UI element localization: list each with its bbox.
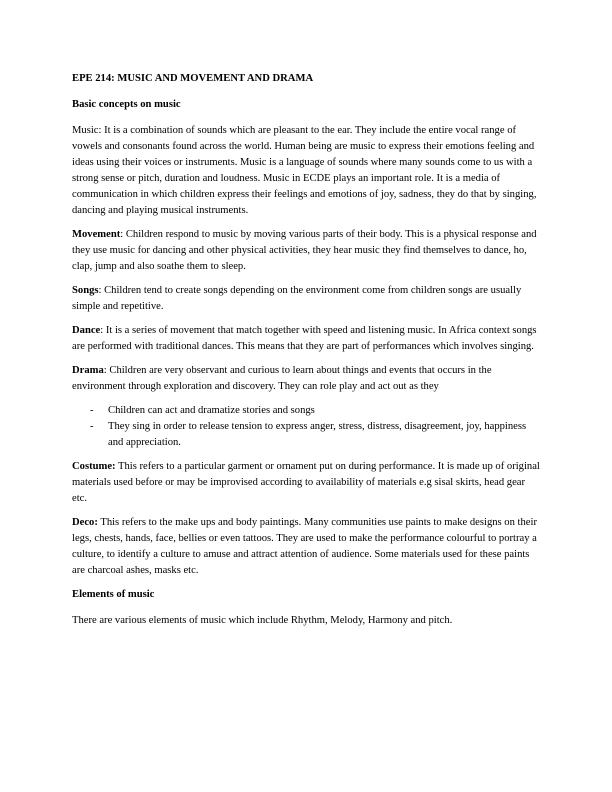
document-page [72, 71, 540, 637]
drama-text: : Children are very observant and curious to learn about things and events that occurs in the environment through exploration and discovery. They can role play and act out as they [72, 365, 492, 392]
songs-paragraph [72, 283, 540, 315]
drama-term: Drama [72, 365, 104, 376]
deco-text: This refers to the make ups and body paintings. Many communities use paints to make designs on their legs, chests, hands, face, bellies or even tattoos. They are used to make the performance colourful to portray a culture, to identify a culture to amuse and attract attention of audience. Some materials used for these paints are charcoal ashes, masks etc. [72, 517, 537, 576]
movement-paragraph [72, 227, 540, 275]
deco-paragraph [72, 515, 540, 579]
costume-term: Costume: [72, 461, 116, 472]
costume-text: This refers to a particular garment or ornament put on during performance. It is made up of original materials used before or may be improvised according to availability of materials e.g sisal skirts, head gear etc. [72, 461, 540, 504]
dance-paragraph [72, 323, 540, 355]
drama-bullet-list [72, 403, 540, 451]
document-title: EPE 214: MUSIC AND MOVEMENT AND DRAMA [72, 73, 314, 84]
list-item: - Children can act and dramatize stories and songs [108, 403, 540, 419]
music-paragraph: Music: It is a combination of sounds which are pleasant to the ear. They include the entire vocal range of vowels and consonants found across the world. Human being are music to express their emotions feeling and ideas using their voices or instruments. Music is a language of sounds where many sounds come to us with a strong sense or pitch, duration and loudness. Music in ECDE plays an important role. It is a media of communication in which children express their feelings and emotions of joy, sadness, they do that by singing, dancing and playing musical instruments. [72, 125, 537, 216]
songs-text: : Children tend to create songs depending on the environment come from children songs are usually simple and repetitive. [72, 285, 522, 312]
deco-term: Deco: [72, 517, 98, 528]
songs-term: Songs [72, 285, 99, 296]
section-heading-elements: Elements of music [72, 589, 155, 600]
dance-term: Dance [72, 325, 101, 336]
elements-paragraph: There are various elements of music which include Rhythm, Melody, Harmony and pitch. [72, 615, 453, 626]
costume-paragraph [72, 459, 540, 507]
movement-term: Movement [72, 229, 121, 240]
drama-paragraph [72, 363, 540, 395]
movement-text: : Children respond to music by moving various parts of their body. This is a physical response and they use music for dancing and other physical activities, they hear music they find themselves to dance, ho, clap, jump and also soathe them to sleep. [72, 229, 537, 272]
list-item: - They sing in order to release tension to express anger, stress, distress, disagreement, joy, happiness and appreciation. [108, 419, 540, 451]
section-heading-basic-concepts: Basic concepts on music [72, 99, 181, 110]
dance-text: : It is a series of movement that match together with speed and listening music. In Africa context songs are performed with traditional dances. This means that they are part of performances which involves singing. [72, 325, 537, 352]
